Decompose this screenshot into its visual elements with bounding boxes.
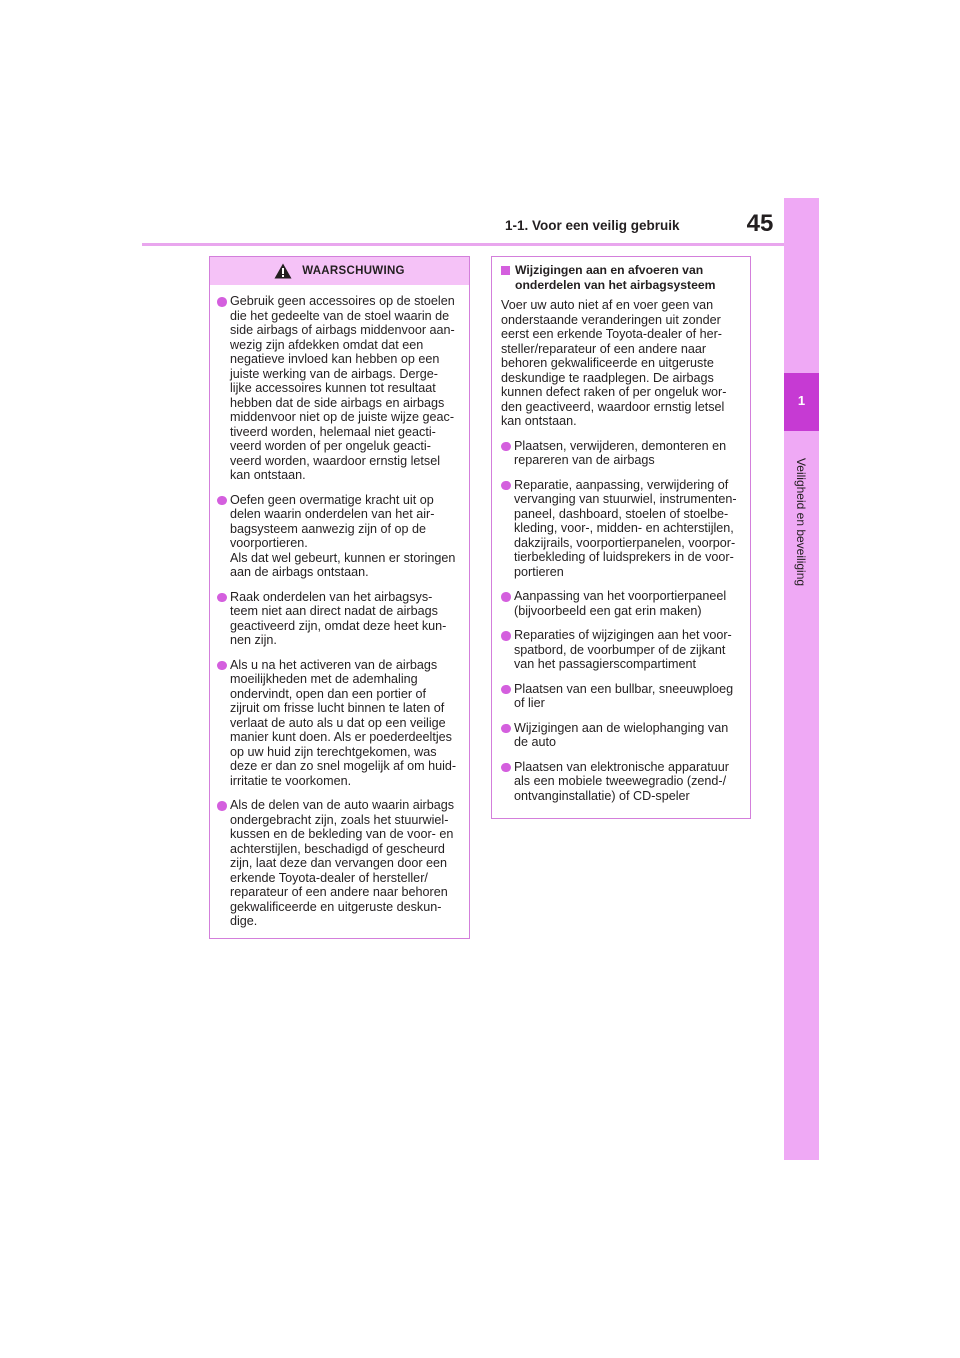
list-item bbox=[501, 478, 742, 580]
list-item-text: Als de delen van de auto waarin airbags ondergebracht zijn, zoals het stuurwiel- kussen en de bekleding van de voor- en achterstijlen, beschadigd of gescheurd zijn, laat deze dan vervangen door een erkende Toyota-dealer of hersteller/ reparateur of een andere naar behoren gekwalificeerde en uitgeruste deskun- dige. bbox=[230, 798, 455, 928]
bullet-icon bbox=[501, 628, 514, 637]
list-item-text: Reparatie, aanpassing, verwijdering of vervanging van stuurwiel, instrumenten- paneel, dashboard, stoelen of stoelbe- kleding, voor-, midden- en achterstijlen, dakzijrails, voorportierpanelen, voorpor- tierbekleding of luidsprekers in de voor- portieren bbox=[514, 477, 737, 579]
modifications-heading bbox=[501, 263, 742, 292]
list-item-text: Plaatsen van elektronische apparatuur als een mobiele tweewegradio (zend-/ ontvanginstallatie) of CD-speler bbox=[514, 759, 729, 803]
modifications-intro: Voer uw auto niet af en voer geen van onderstaande veranderingen uit zonder eerst een erkende Toyota-dealer of her- steller/reparateur of een andere naar behoren gekwalificeerde en uitgeruste deskundige te raadplegen. De airbags kunnen defect raken of per ongeluk wor- den geactiveerd, waardoor ernstig letsel kan ontstaan. bbox=[501, 298, 727, 428]
list-item-text: Oefen geen overmatige kracht uit op delen waarin onderdelen van het air- bagsysteem aanwezig zijn of op de voorportieren. Als dat wel gebeurt, kunnen er storingen aan de airbags ontstaan. bbox=[230, 492, 456, 579]
bullet-icon bbox=[217, 590, 230, 599]
list-item bbox=[501, 682, 742, 711]
bullet-icon bbox=[217, 493, 230, 502]
warning-box bbox=[209, 256, 470, 939]
list-item bbox=[501, 439, 742, 468]
list-item-text: Raak onderdelen van het airbagsys- teem niet aan direct nadat de airbags geactiveerd zijn, omdat deze heet kun- nen zijn. bbox=[230, 589, 447, 647]
warning-header bbox=[210, 257, 469, 285]
chapter-tab: 1 bbox=[784, 373, 819, 431]
bullet-icon bbox=[501, 721, 514, 730]
bullet-icon bbox=[501, 760, 514, 769]
square-bullet-icon bbox=[501, 263, 515, 292]
list-item bbox=[217, 590, 464, 648]
side-tab bbox=[784, 198, 819, 1160]
list-item bbox=[501, 760, 742, 804]
warning-triangle-icon bbox=[274, 263, 292, 279]
bullet-icon bbox=[217, 294, 230, 303]
warning-title: WAARSCHUWING bbox=[302, 265, 405, 277]
list-item bbox=[501, 721, 742, 750]
modifications-title: Wijzigingen aan en afvoeren van onderdelen van het airbagsysteem bbox=[515, 263, 716, 292]
list-item bbox=[217, 658, 464, 789]
bullet-icon bbox=[217, 798, 230, 807]
list-item-text: Plaatsen van een bullbar, sneeuwploeg of lier bbox=[514, 681, 734, 710]
list-item-text: Wijzigingen aan de wielophanging van de auto bbox=[514, 720, 729, 749]
section-title: 1-1. Voor een veilig gebruik bbox=[505, 218, 680, 233]
list-item bbox=[217, 798, 464, 929]
list-item-text: Als u na het activeren van de airbags moeilijkheden met de ademhaling ondervindt, open dan een portier of zijruit om frisse lucht binnen te laten of verlaat de auto als u dat op een veilige manier kunt doen. Als er poederdeeltjes op uw huid zijn terechtgekomen, was deze er dan zo snel mogelijk af om huid- irritatie te voorkomen. bbox=[230, 657, 457, 788]
bullet-icon bbox=[501, 478, 514, 487]
bullet-icon bbox=[501, 439, 514, 448]
page-number: 45 bbox=[746, 210, 774, 237]
list-item bbox=[217, 294, 464, 483]
chapter-label: Veiligheid en beveiliging bbox=[794, 457, 808, 587]
list-item-text: Reparaties of wijzigingen aan het voor- spatbord, de voorbumper of de zijkant van het passagierscompartiment bbox=[514, 628, 732, 671]
list-item-text: Plaatsen, verwijderen, demonteren en repareren van de airbags bbox=[514, 438, 727, 467]
warning-list bbox=[210, 285, 469, 929]
header-rule bbox=[142, 243, 790, 246]
list-item bbox=[501, 628, 742, 672]
list-item-text: Aanpassing van het voorportierpaneel (bijvoorbeeld een gat erin maken) bbox=[514, 589, 727, 618]
list-item bbox=[217, 493, 464, 580]
modifications-box bbox=[491, 256, 751, 819]
bullet-icon bbox=[217, 658, 230, 667]
list-item bbox=[501, 589, 742, 618]
bullet-icon bbox=[501, 589, 514, 598]
list-item-text: Gebruik geen accessoires op de stoelen die het gedeelte van de stoel waarin de side airbags of airbags middenvoor aan- wezig zijn afdekken omdat dat een negatieve invloed kan hebben op een juiste werking van de airbags. Derge- lijke accessoires kunnen tot resultaat hebben dat de side airbags en airbags middenvoor niet op de juiste wijze geac- tiveerd worden, helemaal niet geacti- veerd worden of per ongeluk geacti- veerd worden, waardoor ernstig letsel kan ontstaan. bbox=[230, 294, 455, 482]
bullet-icon bbox=[501, 682, 514, 691]
